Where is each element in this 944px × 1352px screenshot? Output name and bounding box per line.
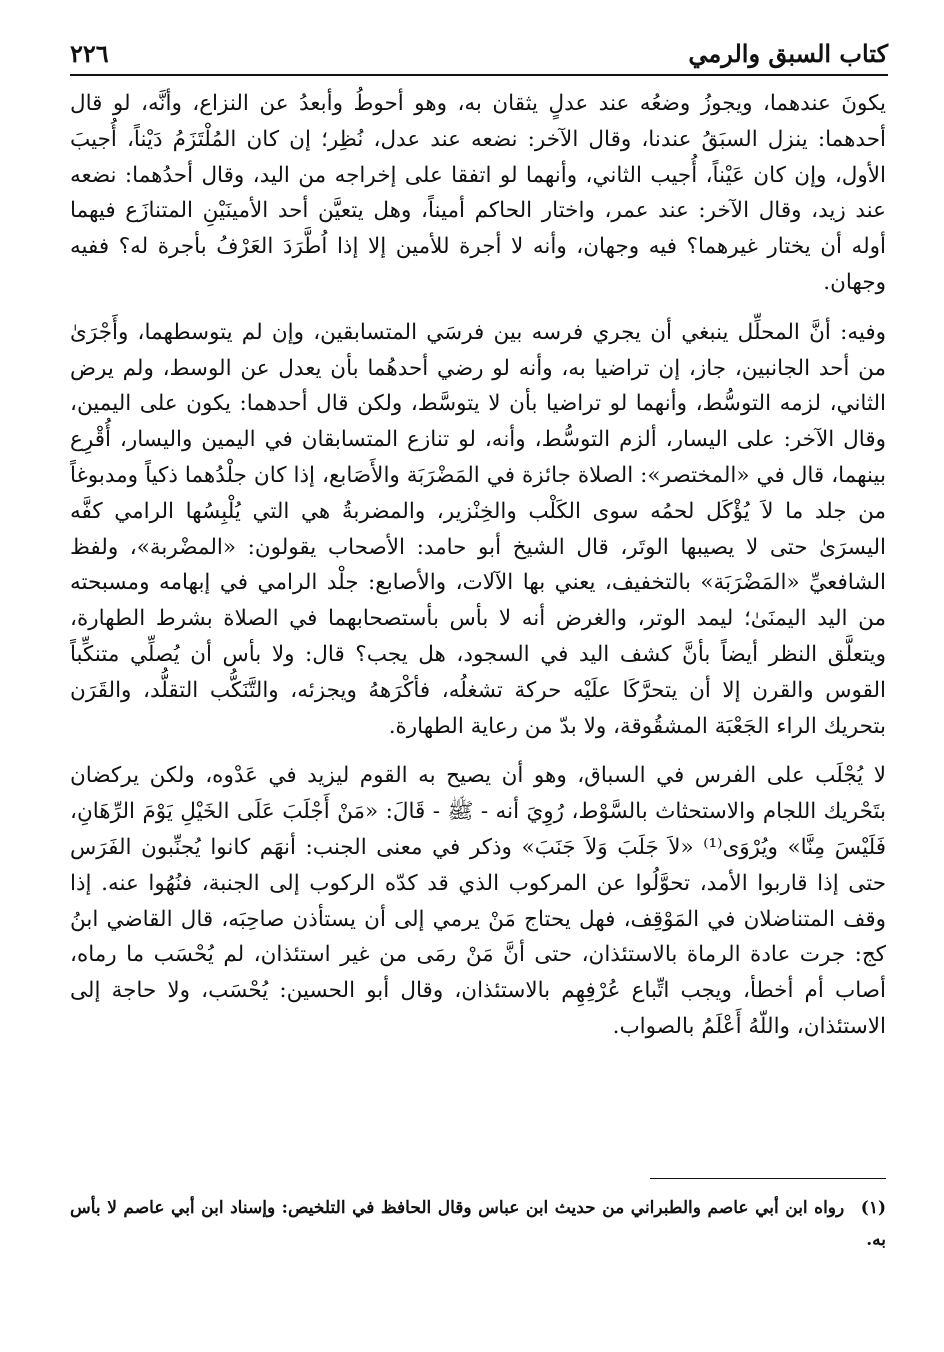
running-header (70, 28, 888, 76)
paragraph-1: يكونَ عندهما، ويجوزُ وضعُه عند عدلٍ يثقان به، وهو أحوطُ وأبعدُ عن النزاع، وأنَّه، لو قال أحدهما: ينزل السبَقُ عندنا، وقال الآخر: نضعه عند عدل، نُظِر؛ إن كان المُلْتَزَمُ دَيْناً، أُجيبَ الأول، وإن كان عَيْناً، أُجيب الثاني، وأنهما لو اتفقا على إخراجه من اليد، وقال أحدُهما: نضعه عند زيد، وقال الآخر: عند عمر، واختار الحاكم أميناً، وهل يتعيَّن أحد الأمينَيْنِ المتنازَع فيهما أوله أن يختار غيرهما؟ فيه وجهان، وأنه لا أجرة للأمين إلا إذا اُطَّرَدَ العَرْفُ بأجرة له؟ ففيه وجهان. (70, 91, 886, 295)
paragraph-3: لا يُجْلَب على الفرس في السباق، وهو أن يصيح به القوم ليزيد في عَدْوه، ولكن يركضان بتَحْريك اللجام والاستحثاث بالسَّوْط، رُوِيَ أنه - ﷺ - قَالَ: «مَنْ أَجْلَبَ عَلَى الخَيْلِ يَوْمَ الرِّهَانِ، فَلَيْسَ مِنَّا» ويُرْوَى⁽¹⁾ «لاَ جَلَبَ وَلاَ جَنَبَ» وذكر في معنى الجنب: أنهَم كانوا يُجنِّبون الفَرَس حتى إذا قاربوا الأمد، تحوَّلُوا عن المركوب الذي قد كدّه الركوب إلى الجنبة، فنُهُوا عنه. إذا وقف المتناضلان في المَوْقِف، فهل يحتاج مَنْ يرمي إلى أن يستأذن صاحِبَه، قال القاضي ابنُ كج: جرت عادة الرماة بالاستئذان، حتى أنَّ مَنْ رمَى من غير استئذان، لم يُحْسَب ما رماه، أصاب أم أخطأ، ويجب اتِّباع عُرْفِهِم بالاستئذان، وقال أبو الحسين: يُحْسَب، ولا حاجة إلى الاستئذان، واللّهُ أَعْلَمُ بالصواب. (70, 763, 886, 1039)
main-text (70, 86, 886, 1059)
footnote-divider (650, 1178, 886, 1179)
footnote-text: رواه ابن أبي عاصم والطبراني من حديث ابن عباس وقال الحافظ في التلخيص: وإسناد ابن أبي عاصم لا بأس به. (70, 1198, 886, 1250)
page-number: ٢٢٦ (70, 39, 109, 68)
footnote (70, 1192, 886, 1256)
paragraph-2: وفيه: أنَّ المحلِّل ينبغي أن يجري فرسه بين فرسَي المتسابقين، وإن لم يتوسطهما، وأَجْرَىٰ من أحد الجانبين، جاز، إن تراضيا به، وأنه لو رضي أحدهُما بأن يعدل عن الوسط، ولم يرض الثاني، لزمه التوسُّط، وأنهما لو تراضيا بأن لا يتوسَّط، ولكن قال أحدهما: يكون على اليمين، وقال الآخر: على اليسار، ألزم التوسُّط، وأنه، لو تنازع المتسابقان في اليمين واليسار، أُقْرِع بينهما، قال في «المختصر»: الصلاة جائزة في المَضْرَبَة والأَصَابع، إذا كان جلْدُهما ذكياً ومدبوغاً من جلد ما لاَ يُؤْكَل لحمُه سوى الكَلْب والخِنْزير، والمضربةُ هي التي يُلْبِسُها الرامي كفَّه اليسرَىٰ حتى لا يصيبها الوتَر، قال الشيخ أبو حامد: الأصحاب يقولون: «المضْربة»، ولفظ الشافعيِّ «المَضْرَبَة» بالتخفيف، يعني بها الآلات، والأصابع: جلْد الرامي في إبهامه ومسبحته من اليد اليمنَىٰ؛ ليمد الوتر، والغرض أنه لا بأس بأستصحابهما في الصلاة بشرط الطهارة، ويتعلَّق النظر أيضاً بأنَّ كشف اليد في السجود، هل يجب؟ قال: ولا بأس أن يُصلِّي متنكِّباً القوس والقرن إلا أن يتحرَّكَا علَيْه حركة تشغلُه، فأكْرَههُ ويجزئه، والتَّنَكُّب التقلُّد، والقَرَن بتحريك الراء الجَعْبَة المشقُوقة، ولا بدّ من رعاية الطهارة. (70, 319, 886, 739)
chapter-title: كتاب السبق والرمي (688, 39, 888, 68)
footnote-marker: (١) (860, 1198, 886, 1218)
